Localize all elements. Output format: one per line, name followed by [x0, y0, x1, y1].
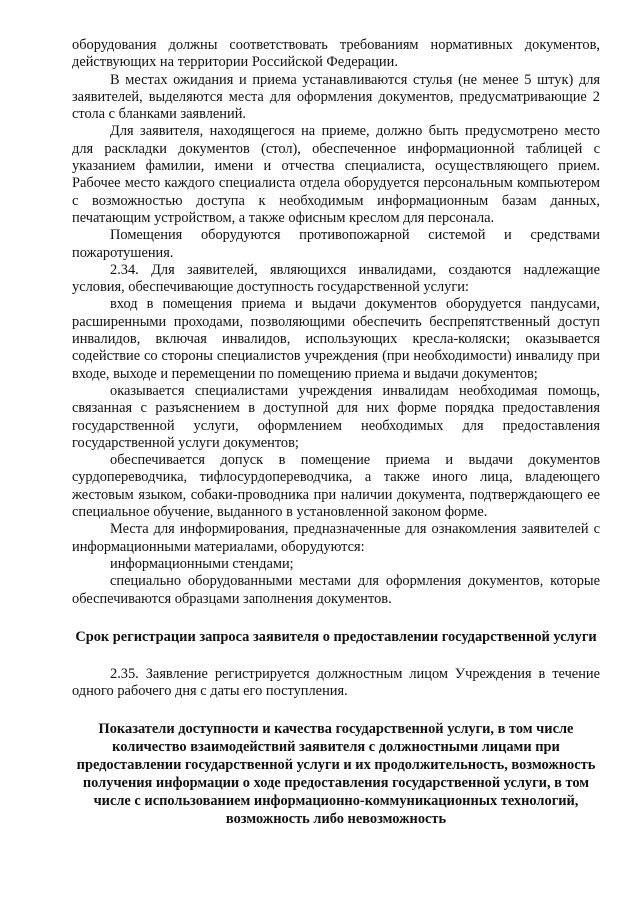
paragraph-entrance-ramps: вход в помещения приема и выдачи документов оборудуется пандусами, расширенными проходами, позволяющими обеспечить беспрепятственный доступ инвалидов, включая инвалидов, использующих кресла-коляски; оказывается содействие со стороны специалистов учреждения (при необходимости) инвалиду при входе, выходе и перемещении по помещению приема и выдачи документов;: [72, 296, 600, 382]
paragraph-applicant-workplace: Для заявителя, находящегося на приеме, должно быть предусмотрено место для раскладки документов (стол), обеспеченное информационной таблицей с указанием фамилии, имени и отчества специалиста, осуществляющего прием. Рабочее место каждого специалиста отдела оборудуется персональным компьютером с возможностью доступа к необходимым информационным базам данных, печатающим устройством, а также офисным креслом для персонала.: [72, 123, 600, 226]
paragraph-equipment-continuation: оборудования должны соответствовать требованиям нормативных документов, действующих на территории Российской Федерации.: [72, 37, 600, 71]
spacer: [72, 608, 600, 628]
paragraph-2-34: 2.34. Для заявителей, являющихся инвалидами, создаются надлежащие условия, обеспечивающие доступность государственной услуги:: [72, 261, 600, 296]
spacer: [72, 700, 600, 720]
paragraph-form-places: специально оборудованными местами для оформления документов, которые обеспечиваются образцами заполнения документов.: [72, 573, 600, 607]
paragraph-waiting-chairs: В местах ожидания и приема устанавливаются стулья (не менее 5 штук) для заявителей, выделяются места для оформления документов, предусматривающие 2 стола с бланками заявлений.: [72, 71, 600, 123]
paragraph-info-stands: информационными стендами;: [110, 555, 294, 572]
section-heading-registration-term: Срок регистрации запроса заявителя о предоставлении государственной услуги: [75, 628, 597, 645]
paragraph-information-places: Места для информирования, предназначенные для ознакомления заявителей с информационными материалами, оборудуются:: [72, 521, 600, 555]
section-heading-accessibility-indicators: Показатели доступности и качества государственной услуги, в том числе количество взаимодействий заявителя с должностными лицами при предоставлении государственной услуги и их продолжительность, возможность получения информации о ходе предоставления государственной услуги, в том числе с использованием информационно-коммуникационных технологий, возможность либо невозможность: [76, 721, 596, 828]
paragraph-fire-safety: Помещения оборудуются противопожарной системой и средствами пожаротушения.: [72, 227, 600, 261]
paragraph-sign-interpreter: обеспечивается допуск в помещение приема и выдачи документов сурдопереводчика, тифлосурдопереводчика, а также иного лица, владеющего жестовым языком, собаки-проводника при наличии документа, подтверждающего ее специальное обучение, выданного в установленной законом форме.: [72, 452, 600, 521]
paragraph-2-35: 2.35. Заявление регистрируется должностным лицом Учреждения в течение одного рабочего дня с даты его поступления.: [72, 665, 600, 700]
paragraph-assistance: оказывается специалистами учреждения инвалидам необходимая помощь, связанная с разъяснением в доступной для них форме порядка предоставления государственной услуги, оформлением необходимых для предоставления государственной услуги документов;: [72, 382, 600, 451]
spacer: [72, 646, 600, 666]
